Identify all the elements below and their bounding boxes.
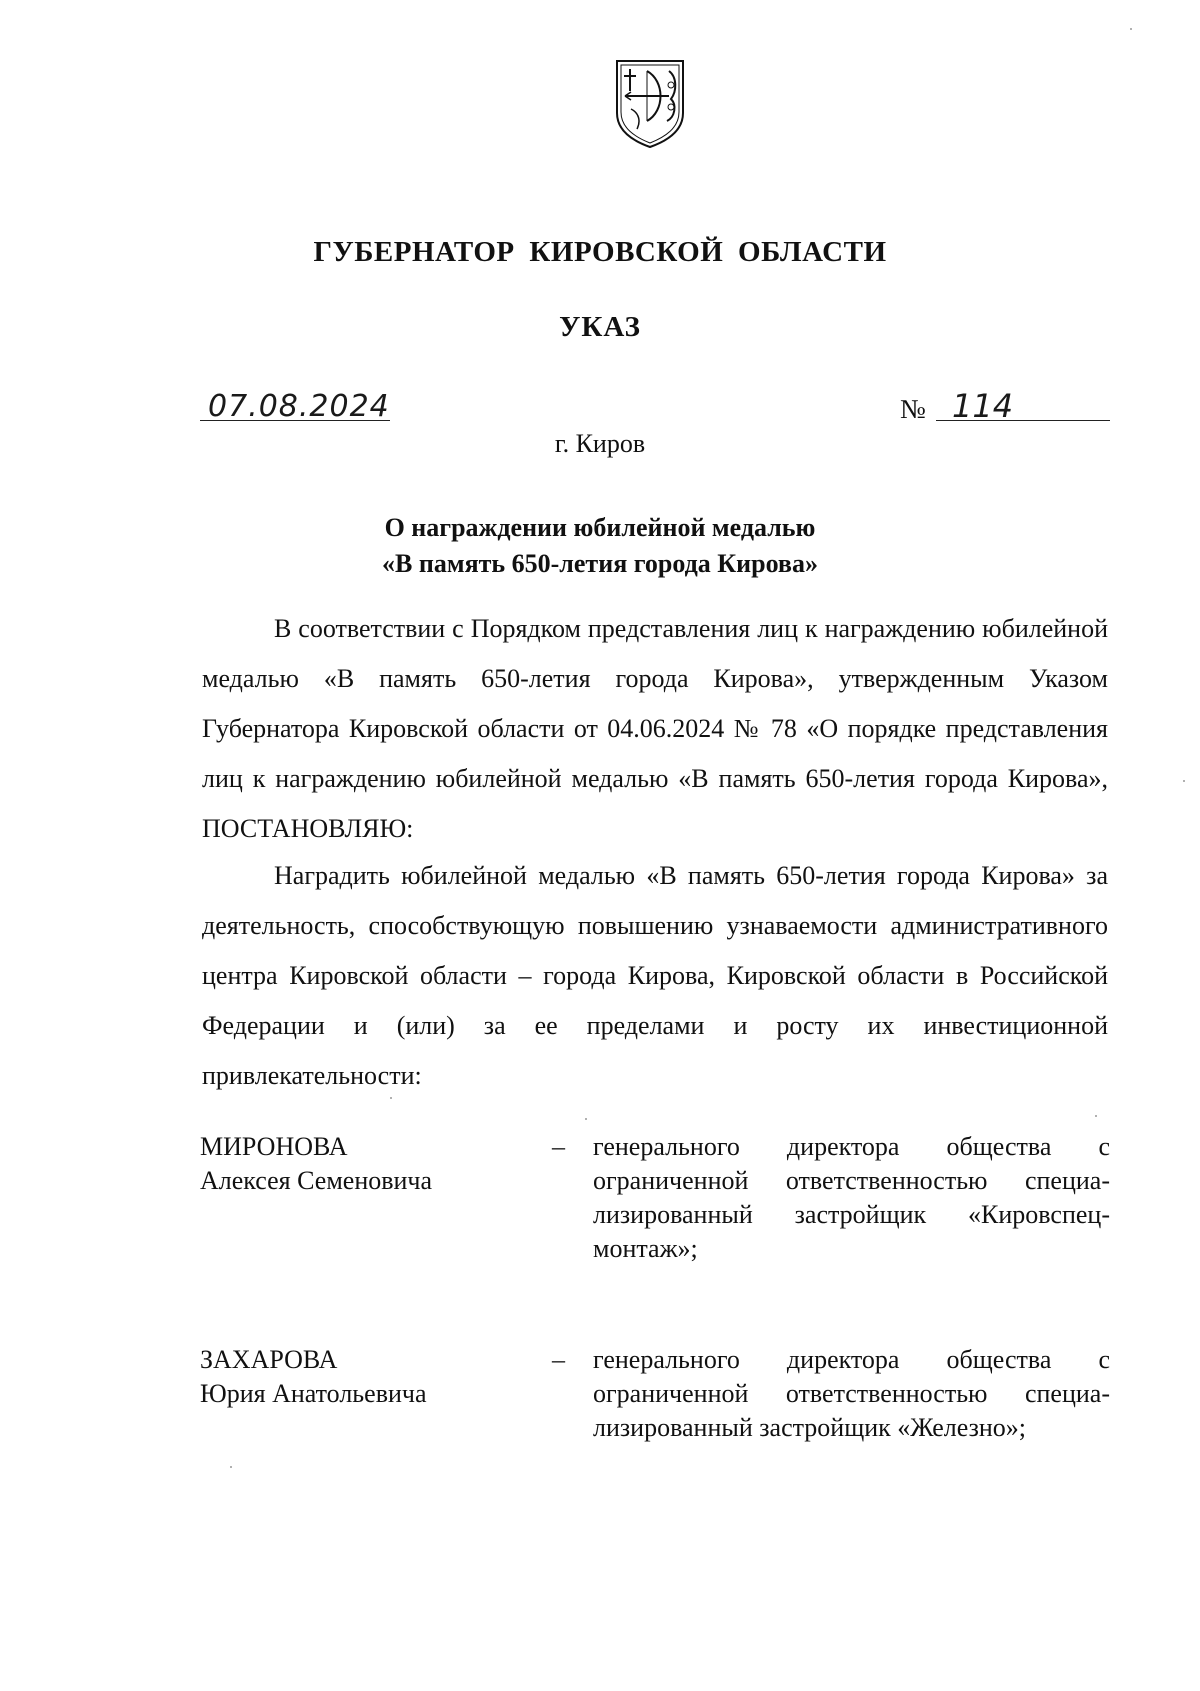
city-label: г. Киров — [554, 429, 646, 458]
awardee-name — [200, 1343, 530, 1411]
awardee-given-names: Юрия Анатольевича — [200, 1379, 427, 1408]
awardee-position: генерального директора общества с ограниченной ответственностью специа-лизированный застройщик «Кировспец-монтаж»; — [593, 1132, 1110, 1263]
scan-speck — [1095, 1115, 1097, 1117]
decree-date — [200, 385, 390, 425]
number-underline — [936, 420, 1110, 421]
awardee-surname: ЗАХАРОВА — [200, 1345, 338, 1374]
preamble-paragraph: В соответствии с Порядком представления лиц к награждению юбилейной медалью «В память 650-летия города Кирова», утвержденным Указом Губернатора Кировской области от 04.06.2024 № 78 «О порядке представления лиц к награждению юбилейной медалью «В память 650-летия города Кирова», ПОСТАНОВЛЯЮ: — [202, 614, 1108, 843]
date-underline — [200, 420, 390, 421]
handwritten-date: 07.08.2024 — [208, 389, 390, 424]
scan-speck — [230, 1466, 232, 1468]
scan-speck — [1130, 28, 1132, 30]
handwritten-number: 114 — [952, 387, 1014, 425]
subject-line-1: О награждении юбилейной медалью — [384, 513, 816, 542]
awardee-position: генерального директора общества с ограниченной ответственностью специа-лизированный застройщик «Железно»; — [593, 1345, 1110, 1442]
resolution-paragraph: Наградить юбилейной медалью «В память 650-летия города Кирова» за деятельность, способствующую повышению узнаваемости административного центра Кировской области – города Кирова, Кировской области в Российской Федерации и (или) за ее пределами и росту их инвестиционной привлекательности: — [202, 861, 1108, 1090]
number-sign: № — [900, 394, 926, 424]
decree-subject — [0, 510, 1200, 582]
decree-number — [900, 385, 1110, 425]
entry-dash: – — [552, 1345, 565, 1374]
issuer-title: ГУБЕРНАТОР КИРОВСКОЙ ОБЛАСТИ — [313, 236, 887, 268]
awardee-given-names: Алексея Семеновича — [200, 1166, 433, 1195]
awardee-surname: МИРОНОВА — [200, 1132, 348, 1161]
scan-speck — [390, 1097, 392, 1099]
subject-line-2: «В память 650-летия города Кирова» — [382, 549, 818, 578]
scan-speck — [1183, 780, 1185, 782]
awardee-name — [200, 1130, 530, 1198]
entry-dash: – — [552, 1132, 565, 1161]
scan-speck — [585, 1118, 587, 1120]
coat-of-arms-icon — [611, 55, 689, 151]
document-type: УКАЗ — [559, 311, 641, 343]
